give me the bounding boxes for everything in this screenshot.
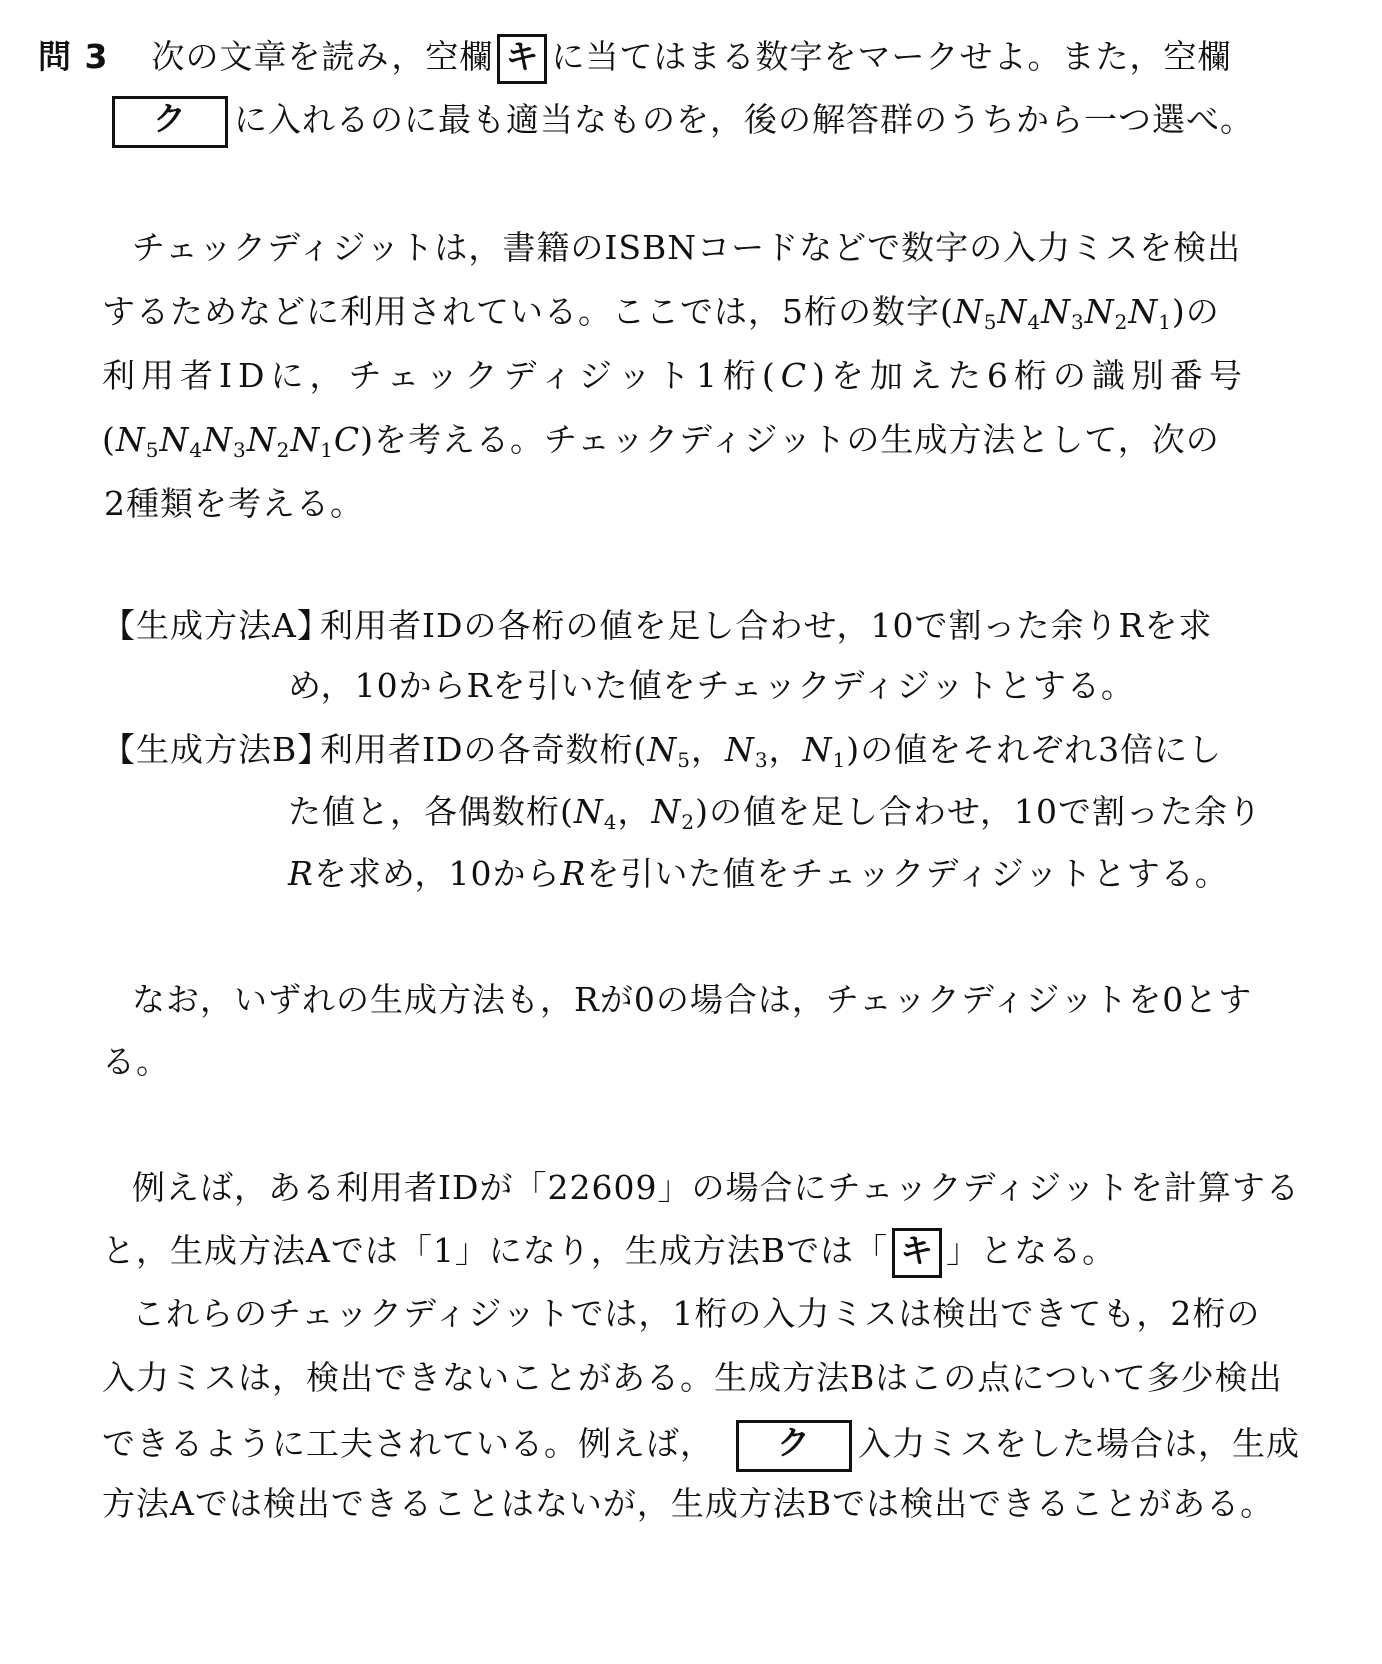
text-span: )を加えた6桁の識別番号 xyxy=(811,356,1248,395)
paragraph-line: チェックディジットは，書籍のISBNコードなどで数字の入力ミスを検出 xyxy=(132,228,1242,267)
method-a-label: 【生成方法A】 xyxy=(102,606,331,645)
text-span: するためなどに利用されている。ここでは，5桁の数字( xyxy=(102,292,954,331)
text-span: )の xyxy=(1171,292,1220,331)
method-a-line: 利用者IDの各桁の値を足し合わせ，10で割った余りRを求 xyxy=(320,606,1213,645)
paragraph-line: $(N_5N_4N_3N_2N_1C)$を考える。チェックディジットの生成方法として，次の xyxy=(102,420,1220,462)
method-a-line: め，10からRを引いた値をチェックディジットとする。 xyxy=(288,666,1135,705)
question-header-line2 xyxy=(106,96,1254,148)
method-b-label: 【生成方法B】 xyxy=(102,730,332,769)
method-b-line: 利用者IDの各奇数桁($N_5$，$N_3$，$N_1$)の値をそれぞれ3倍にし xyxy=(320,730,1223,772)
paragraph-line: するためなどに利用されている。ここでは，5桁の数字$(N_5N_4N_3N_2N_1)$の xyxy=(102,292,1220,334)
instruction-text: 次の文章を読み，空欄 xyxy=(151,37,494,76)
note-line: る。 xyxy=(102,1042,170,1081)
text-span: 利用者IDに，チェックディジット1桁( xyxy=(102,356,781,395)
note-line: なお，いずれの生成方法も，Rが0の場合は，チェックディジットを0とす xyxy=(132,980,1253,1019)
text-span: できるように工夫されている。例えば， xyxy=(102,1424,714,1463)
text-span: 」となる。 xyxy=(946,1231,1117,1270)
text-span: 入力ミスをした場合は，生成 xyxy=(858,1424,1300,1463)
text-span: と，生成方法Aでは「1」になり，生成方法Bでは「 xyxy=(102,1231,889,1270)
example-line: 方法Aでは検出できることはないが，生成方法Bでは検出できることがある。 xyxy=(102,1484,1275,1523)
instruction-text: に当てはまる数字をマークせよ。また，空欄 xyxy=(551,37,1232,76)
paragraph-line xyxy=(102,354,1248,398)
blank-ku-box: ク xyxy=(736,1420,852,1472)
question-number: 問 3 xyxy=(38,37,109,76)
text-span: )を考える。チェックディジットの生成方法として，次の xyxy=(360,420,1220,459)
method-b-line: た値と，各偶数桁($N_4$，$N_2$)の値を足し合わせ，10で割った余り xyxy=(288,792,1262,834)
blank-ki-box: キ xyxy=(497,34,547,84)
question-header-line1 xyxy=(38,34,1231,84)
blank-ku-box: ク xyxy=(112,96,228,148)
var-c: C xyxy=(780,356,812,395)
example-line: これらのチェックディジットでは，1桁の入力ミスは検出できても，2桁の xyxy=(132,1294,1261,1333)
example-line xyxy=(102,1420,1300,1472)
blank-ki-box: キ xyxy=(892,1228,942,1278)
example-line: 入力ミスは，検出できないことがある。生成方法Bはこの点について多少検出 xyxy=(102,1358,1283,1397)
example-line xyxy=(102,1228,1116,1278)
instruction-text: に入れるのに最も適当なものを，後の解答群のうちから一つ選べ。 xyxy=(234,100,1254,139)
method-b-line: Rを求め，10からRを引いた値をチェックディジットとする。 xyxy=(288,854,1229,893)
paragraph-line: 2種類を考える。 xyxy=(104,484,364,523)
example-line: 例えば，ある利用者IDが「22609」の場合にチェックディジットを計算する xyxy=(132,1168,1300,1207)
